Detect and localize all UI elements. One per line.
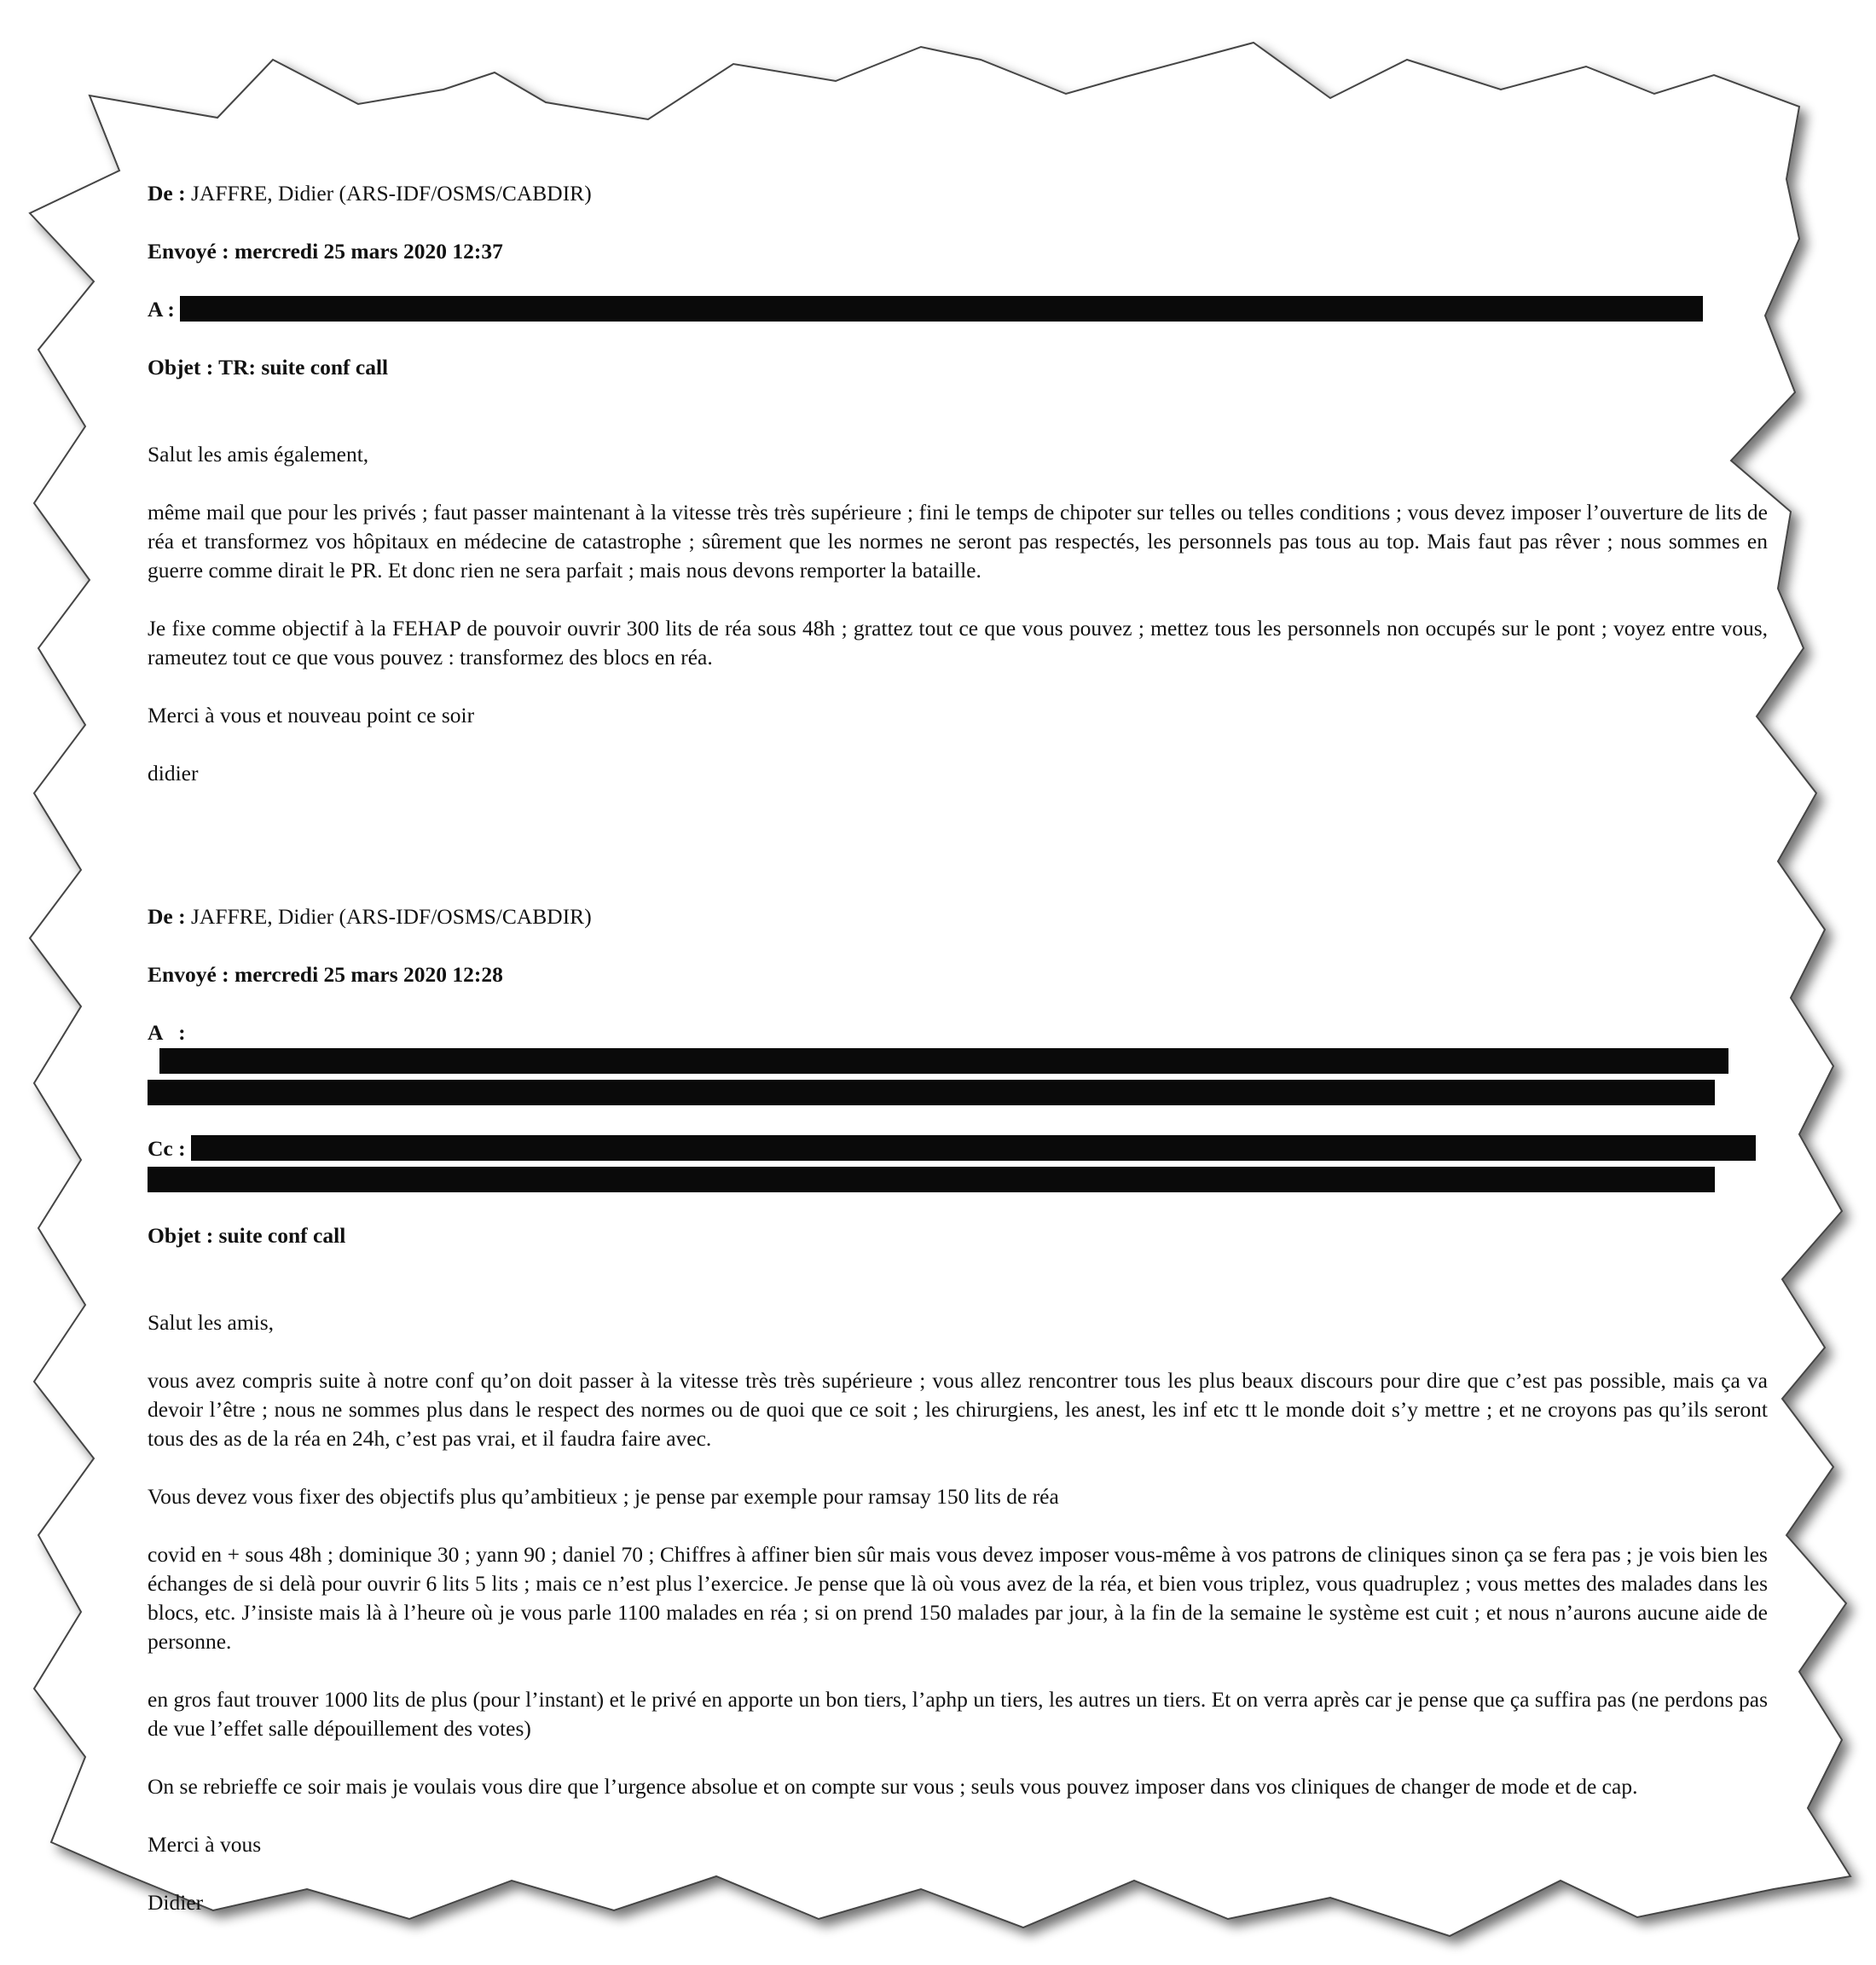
email2-closing: Merci à vous xyxy=(148,1832,262,1857)
email2-paragraph: Vous devez vous fixer des objectifs plus qu’ambitieux ; je pense par exemple pour ramsay 150 lits de réa xyxy=(148,1484,1059,1509)
email2-subject xyxy=(148,1221,1768,1250)
from-value: JAFFRE, Didier (ARS-IDF/OSMS/CABDIR) xyxy=(190,181,592,206)
email2-paragraph: en gros faut trouver 1000 lits de plus (pour l’instant) et le privé en apporte un bon tiers, l’aphp un tiers, les autres un tiers. Et on verra après car je pense que ça suffira pas (ne perdons pas de vue l’effet salle dépouillement des votes) xyxy=(148,1687,1768,1741)
redaction-bar xyxy=(159,1048,1728,1074)
email2-from xyxy=(148,902,1768,931)
from-label: De : xyxy=(148,181,186,206)
email1-subject xyxy=(148,353,1768,382)
email1-paragraph: Je fixe comme objectif à la FEHAP de pouvoir ouvrir 300 lits de réa sous 48h ; grattez tout ce que vous pouvez ; mettez tous les personnels non occupés sur le pont ; voyez entre vous, rameutez tout ce que vous pouvez : transformez des blocs en réa. xyxy=(148,616,1768,669)
email1-signature: didier xyxy=(148,761,199,785)
from-label: De : xyxy=(148,904,186,929)
email2-sent xyxy=(148,960,1768,989)
email2-greeting: Salut les amis, xyxy=(148,1310,275,1335)
email2-to xyxy=(148,1018,1768,1105)
redaction-bar xyxy=(148,1167,1715,1192)
email2-paragraph: vous avez compris suite à notre conf qu’on doit passer à la vitesse très très supérieure ; vous allez rencontrer tous les plus beaux discours pour dire que c’est pas possible, mais ça va devoir l’être ; nous ne sommes plus dans le respect des normes ou de quoi que ce soit ; les chirurgiens, les anest, les inf etc tt le monde doit s’y mettre ; et ne croyons pas qu’ils seront tous des as de la réa en 24h, c’est pas vrai, et il faudra faire avec. xyxy=(148,1368,1768,1451)
to-label: A : xyxy=(148,297,175,322)
from-value: JAFFRE, Didier (ARS-IDF/OSMS/CABDIR) xyxy=(190,904,592,929)
sent-line: Envoyé : mercredi 25 mars 2020 12:28 xyxy=(148,962,503,987)
email1-closing: Merci à vous et nouveau point ce soir xyxy=(148,703,475,727)
email1-from xyxy=(148,179,1768,208)
to-label: A : xyxy=(148,1020,186,1045)
email2-paragraph: On se rebrieffe ce soir mais je voulais vous dire que l’urgence absolue et on compte sur vous ; seuls vous pouvez imposer dans vos cliniques de changer de mode et de cap. xyxy=(148,1774,1638,1799)
email1-sent xyxy=(148,237,1768,266)
email1-to xyxy=(148,295,1768,324)
email1-paragraph: même mail que pour les privés ; faut passer maintenant à la vitesse très très supérieure ; fini le temps de chipoter sur telles ou telles conditions ; vous devez imposer l’ouverture de lits de réa et transformez vos hôpitaux en médecine de catastrophe ; sûrement que les normes ne seront pas respectés, les personnels pas tous au top. Mais faut pas rêver ; nous sommes en guerre comme dirait le PR. Et donc rien ne sera parfait ; mais nous devons remporter la bataille. xyxy=(148,500,1768,583)
email-document xyxy=(148,179,1768,1946)
subject-line: Objet : TR: suite conf call xyxy=(148,355,389,380)
email1-greeting: Salut les amis également, xyxy=(148,442,369,467)
cc-label: Cc : xyxy=(148,1136,186,1161)
email2-signature: Didier xyxy=(148,1890,204,1915)
sent-line: Envoyé : mercredi 25 mars 2020 12:37 xyxy=(148,239,503,264)
redaction-bar xyxy=(191,1135,1756,1161)
redaction-bar xyxy=(148,1080,1715,1105)
subject-line: Objet : suite conf call xyxy=(148,1223,346,1248)
email2-cc xyxy=(148,1134,1768,1192)
email2-paragraph: covid en + sous 48h ; dominique 30 ; yann 90 ; daniel 70 ; Chiffres à affiner bien sûr mais vous devez imposer vous-même à vos patrons de cliniques sinon ça se fera pas ; je vois bien les échanges de si delà pour ouvrir 6 lits 5 lits ; mais ce n’est plus l’exercice. Je pense que là où vous avez de la réa, et bien vous triplez, vous quadruplez ; vous mettes des malades dans les blocs, etc. J’insiste mais là à l’heure où je vous parle 1100 malades en réa ; si on prend 150 malades par jour, à la fin de la semaine le système est cuit ; et nous n’aurons aucune aide de personne. xyxy=(148,1542,1768,1654)
redaction-bar xyxy=(180,296,1703,322)
